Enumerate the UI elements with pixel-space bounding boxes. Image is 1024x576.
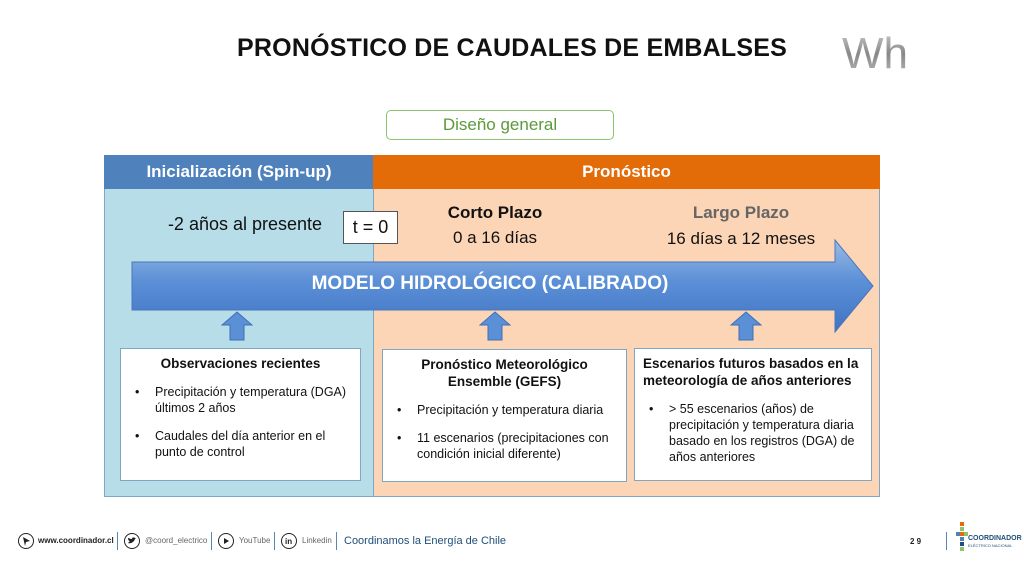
spinup-header: Inicialización (Spin-up) (104, 155, 374, 189)
twitter-link[interactable]: @coord_electrico (145, 536, 208, 545)
card-list (391, 402, 618, 462)
svg-text:in: in (285, 537, 293, 546)
short-term-title: Corto Plazo (447, 203, 543, 222)
wh-logo (842, 34, 928, 74)
long-term-range: 16 días a 12 meses (666, 229, 816, 248)
list-item: • Caudales del día anterior en el punto de control (155, 428, 352, 460)
list-item: • Precipitación y temperatura diaria (417, 402, 618, 418)
coordinador-logo-icon (956, 522, 968, 554)
cursor-icon (18, 533, 34, 549)
brand-name: COORDINADOR (968, 535, 1022, 542)
card-title: Pronóstico Meteorológico Ensemble (GEFS) (421, 357, 588, 389)
card-list (129, 384, 352, 460)
twitter-icon[interactable] (124, 533, 140, 549)
ensemble-forecast-card (382, 349, 627, 482)
page-number: 2 9 (910, 537, 922, 546)
t0-box: t = 0 (343, 211, 398, 244)
recent-observations-card (120, 348, 361, 481)
design-subtitle: Diseño general (386, 110, 614, 140)
list-item: • 11 escenarios (precipitaciones con condición inicial diferente) (417, 430, 618, 462)
up-arrow-icon (730, 311, 762, 341)
model-label: MODELO HIDROLÓGICO (CALIBRADO) (311, 273, 669, 294)
logo-text: Wh (842, 34, 908, 74)
up-arrow-icon (479, 311, 511, 341)
card-title: Observaciones recientes (160, 356, 321, 371)
youtube-link[interactable]: YouTube (239, 536, 271, 545)
list-item: • > 55 escenarios (años) de precipitación y temperatura diaria basado en los registros (DGA) de años anteriores (669, 401, 863, 465)
list-item: • Precipitación y temperatura (DGA) últimos 2 años (155, 384, 352, 416)
card-list (643, 401, 863, 465)
linkedin-link[interactable]: Linkedin (302, 536, 332, 545)
future-scenarios-card (634, 348, 872, 481)
forecast-header: Pronóstico (373, 155, 880, 189)
short-term-range: 0 a 16 días (452, 228, 538, 247)
youtube-icon[interactable] (218, 533, 234, 549)
linkedin-icon[interactable] (281, 533, 297, 549)
spinup-label: -2 años al presente (167, 214, 323, 234)
long-term-title: Largo Plazo (692, 203, 790, 222)
footer (0, 528, 1024, 558)
brand-subtitle: ELÉCTRICO NACIONAL (968, 543, 1013, 548)
slogan: Coordinamos la Energía de Chile (344, 535, 507, 547)
website-link[interactable]: www.coordinador.cl (38, 536, 114, 545)
page-title: PRONÓSTICO DE CAUDALES DE EMBALSES (237, 34, 787, 62)
up-arrow-icon (221, 311, 253, 341)
card-title: Escenarios futuros basados en la meteorología de años anteriores (643, 356, 859, 388)
